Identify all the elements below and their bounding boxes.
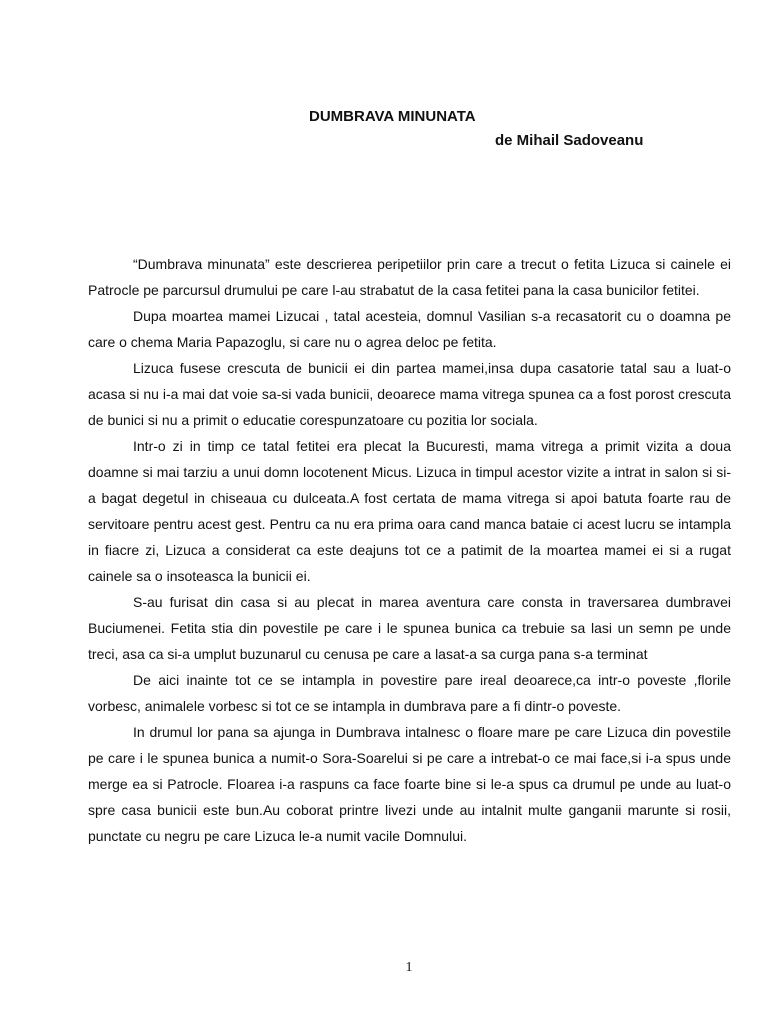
- paragraph: “Dumbrava minunata” este descrierea peripetiilor prin care a trecut o fetita Lizuca si cainele ei Patrocle pe parcursul drumului pe care l-au strabatut de la casa fetitei pana la casa bunicilor fetitei.: [88, 256, 731, 298]
- paragraph: Lizuca fusese crescuta de bunicii ei din partea mamei,insa dupa casatorie tatal sau a luat-o acasa si nu i-a mai dat voie sa-si vada bunicii, deoarece mama vitrega spunea ca a fost porost crescuta de bunici si nu a primit o educatie corespunzatoare cu pozitia lor sociala.: [88, 360, 731, 428]
- document-title: DUMBRAVA MINUNATA: [309, 108, 476, 125]
- paragraph: In drumul lor pana sa ajunga in Dumbrava intalnesc o floare mare pe care Lizuca din povestile pe care i le spunea bunica a numit-o Sora-Soarelui si pe care a intrebat-o ce mai face,si i-a spus unde merge ea si Patrocle. Floarea i-a raspuns ca face foarte bine si le-a spus ca drumul pe unde au luat-o spre casa bunicii este bun.Au coborat printre livezi unde au intalnit multe ganganii marunte si rosii, punctate cu negru pe care Lizuca le-a numit vacile Domnului.: [88, 724, 731, 844]
- document-body: [88, 251, 731, 849]
- paragraph: S-au furisat din casa si au plecat in marea aventura care consta in traversarea dumbravei Buciumenei. Fetita stia din povestile pe care i le spunea bunica ca trebuie sa lasi un semn pe unde treci, asa ca si-a umplut buzunarul cu cenusa pe care a lasat-a sa curga pana s-a terminat: [88, 594, 731, 662]
- paragraph: De aici inainte tot ce se intampla in povestire pare ireal deoarece,ca intr-o poveste ,florile vorbesc, animalele vorbesc si tot ce se intampla in dumbrava pare a fi dintr-o poveste.: [88, 672, 731, 714]
- document-author: de Mihail Sadoveanu: [495, 132, 644, 149]
- paragraph: Dupa moartea mamei Lizucai , tatal acesteia, domnul Vasilian s-a recasatorit cu o doamna pe care o chema Maria Papazoglu, si care nu o agrea deloc pe fetita.: [88, 308, 731, 350]
- page-number: 1: [405, 960, 413, 975]
- paragraph: Intr-o zi in timp ce tatal fetitei era plecat la Bucuresti, mama vitrega a primit vizita a doua doamne si mai tarziu a unui domn locotenent Micus. Lizuca in timpul acestor vizite a intrat in salon si si-a bagat degetul in chiseaua cu dulceata.A fost certata de mama vitrega si apoi batuta foarte rau de servitoare pentru acest gest. Pentru ca nu era prima oara cand manca bataie ci acest lucru se intampla in fiacre zi, Lizuca a considerat ca este deajuns tot ce a patimit de la moartea mamei ei si a rugat cainele sa o insoteasca la bunicii ei.: [88, 438, 731, 584]
